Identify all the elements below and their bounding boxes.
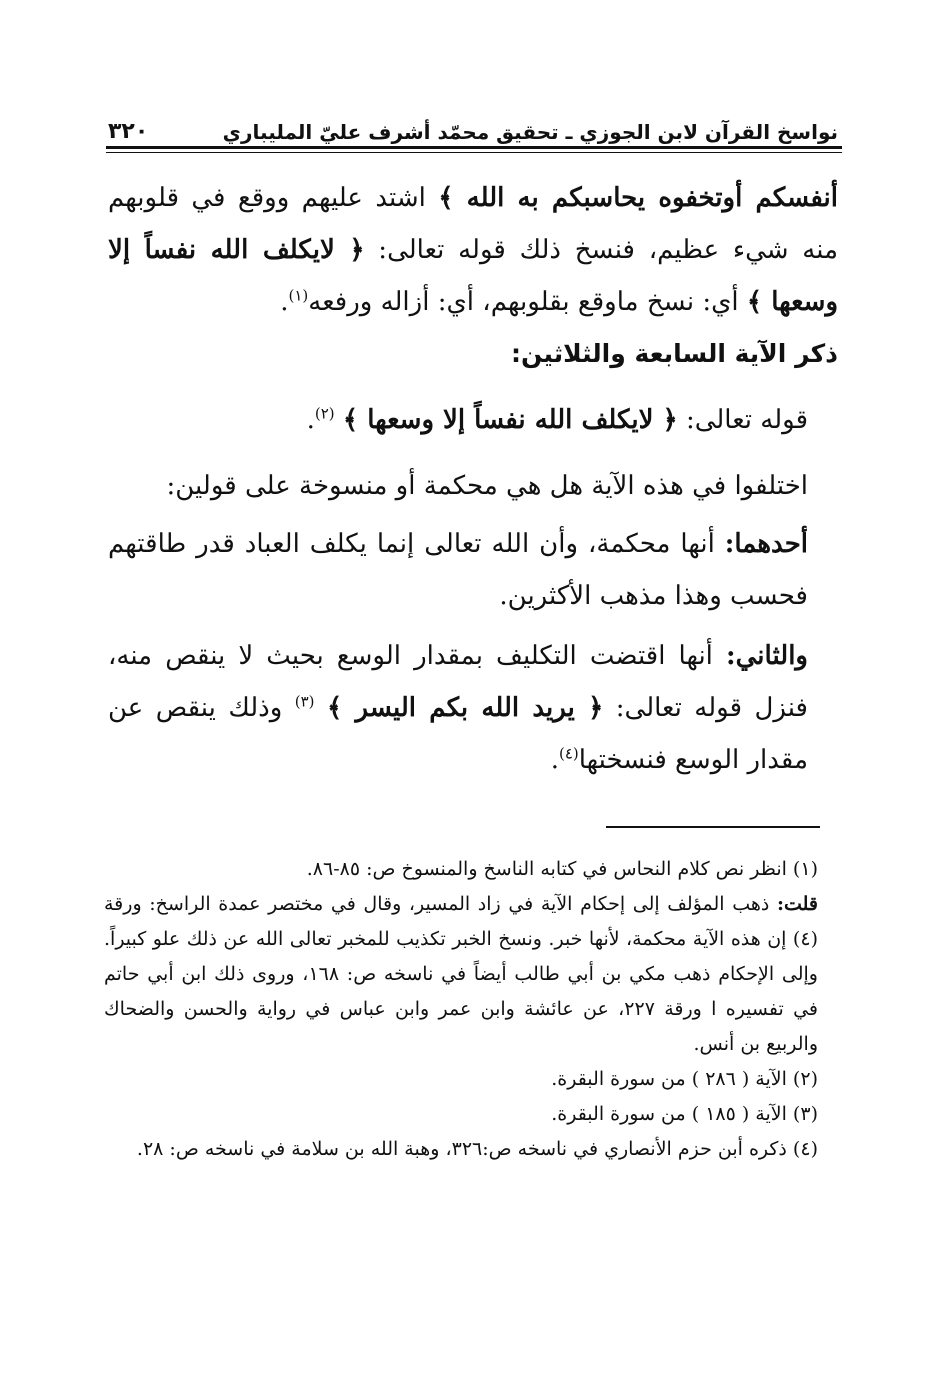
paragraph-5-end: . <box>550 745 559 775</box>
paragraph-3: اختلفوا في هذه الآية هل هي محكمة أو منسوخة على قولين: <box>166 471 808 501</box>
paragraph-5-text-2: وذلك ينقص عن مقدار الوسع فنسختها <box>108 693 808 775</box>
footnote-3: (٣) الآية ( ١٨٥ ) من سورة البقرة. <box>551 1103 818 1125</box>
quran-bracket-close: ﴾ <box>438 183 467 213</box>
footnotes <box>104 852 818 1167</box>
paragraph-5 <box>108 630 838 786</box>
paragraph-2-text: قوله تعالى: <box>677 405 808 435</box>
quran-quote-4: ﴿ يريد الله بكم اليسر ﴾ <box>327 693 604 723</box>
footnote-2: (٢) الآية ( ٢٨٦ ) من سورة البقرة. <box>551 1068 818 1090</box>
running-head <box>108 108 838 144</box>
main-text <box>108 172 838 786</box>
footnote-note-text: ذهب المؤلف إلى إحكام الآية في زاد المسير، وقال في مختصر عمدة الراسخ: ورقة (٤) إن هذه الآية محكمة، لأنها خبر. ونسخ الخبر تكذيب للمخبر تعالى الله عن ذلك علو كبيراً. وإلى الإحكام ذهب مكي بن أبي طالب أيضاً في ناسخه ص: ١٦٨، وروى ذلك ابن أبي حاتم في تفسيره ا ورقة ٢٢٧، عن عائشة وابن عمر وابن عباس في رواية والحسن والضحاك والربيع بن أنس. <box>104 893 819 1055</box>
paragraph-2-end: . <box>306 405 315 435</box>
header-rule-thick <box>106 146 842 149</box>
paragraph-1-text: اشتد عليهم ووقع في قلوبهم منه شيء عظيم، فنسخ ذلك قوله تعالى: <box>108 183 838 265</box>
paragraph-1-text-2: أي: نسخ ماوقع بقلوبهم، أي: أزاله ورفعه <box>308 287 747 317</box>
footnote-ref-3[interactable]: (٣) <box>294 692 315 711</box>
footnote-ref-1[interactable]: (١) <box>288 286 309 305</box>
paragraph-1-end: . <box>280 287 289 317</box>
second-opinion-label: والثاني: <box>726 641 808 671</box>
paragraph-1 <box>108 172 838 328</box>
footnote-separator <box>606 826 820 828</box>
paragraph-5-text: أنها اقتضت التكليف بمقدار الوسع بحيث لا ينقص منه، فنزل قوله تعالى: <box>108 641 808 723</box>
footnote-ref-4[interactable]: (٤) <box>558 744 579 763</box>
footnote-ref-2[interactable]: (٢) <box>314 404 335 423</box>
quran-quote-1: أنفسكم أوتخفوه يحاسبكم به الله <box>466 183 838 213</box>
paragraph-2 <box>108 394 838 446</box>
footnote-note-label: قلت: <box>776 893 818 915</box>
page-number: ٣٢٠ <box>108 119 149 144</box>
paragraph-4 <box>108 518 838 622</box>
running-title: نواسخ القرآن لابن الجوزي ـ تحقيق محمّد أشرف عليّ المليباري <box>222 120 838 144</box>
footnote-1-note <box>104 887 818 1062</box>
footnote-4: (٤) ذكره أبن حزم الأنصاري في ناسخه ص:٣٢٦، وهبة الله بن سلامة في ناسخه ص: ٢٨. <box>136 1138 818 1160</box>
first-opinion-label: أحدهما: <box>724 529 808 559</box>
section-heading: ذكر الآية السابعة والثلاثين: <box>511 339 838 368</box>
header-rule-thin <box>106 152 842 153</box>
quran-quote-3: ﴿ لايكلف الله نفساً إلا وسعها ﴾ <box>342 405 678 435</box>
quran-quote-2: ﴿ لايكلف الله نفساً إلا وسعها ﴾ <box>108 235 838 317</box>
paragraph-4-text: أنها محكمة، وأن الله تعالى إنما يكلف العباد قدر طاقتهم فحسب وهذا مذهب الأكثرين. <box>108 529 808 611</box>
footnote-1: (١) انظر نص كلام النحاس في كتابه الناسخ والمنسوخ ص: ٨٥-٨٦. <box>306 858 818 880</box>
